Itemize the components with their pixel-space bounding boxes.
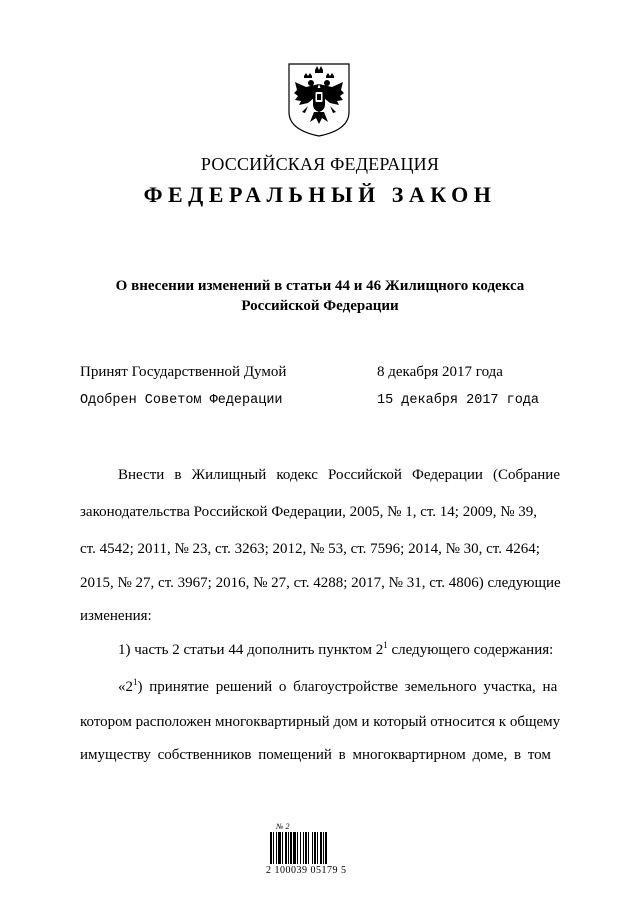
law-subject [0,276,640,316]
text-segment: следующего содержания: [387,642,554,658]
text-segment: ) принятие решений о благоустройстве земельного участка, на [137,679,558,695]
body-line [118,467,560,484]
body-line: ст. 4542; 2011, № 23, ст. 3263; 2012, № 53, ст. 7596; 2014, № 30, ст. 4264; [80,541,540,557]
text-segment: 1) часть 2 статьи 44 дополнить пунктом 2 [118,642,384,658]
body-line [118,679,557,696]
superscript: 1 [383,640,388,650]
council-label: Одобрен Советом Федерации [80,393,283,408]
word: в [174,467,182,483]
text-segment: «2 [118,679,133,695]
coat-of-arms-icon [286,60,352,138]
word: Жилищный [191,467,267,483]
body-line: 2015, № 27, ст. 3967; 2016, № 27, ст. 4288; 2017, № 31, ст. 4806) следующие [80,575,561,591]
subject-line: Российской Федерации [241,298,399,314]
barcode-bar [327,832,328,864]
body-line: законодательства Российской Федерации, 2005, № 1, ст. 14; 2009, № 39, [80,504,538,520]
word: (Собрание [492,467,560,483]
word: кодекс [276,467,318,483]
word: Федерации [412,467,483,483]
body-line: изменения: [80,608,152,624]
duma-date: 8 декабря 2017 года [377,364,503,380]
body-line: котором расположен многоквартирный дом и который относится к общему [80,714,561,730]
barcode-stamp: № 2 [276,822,290,831]
barcode [266,822,370,882]
superscript: 1 [133,677,138,687]
council-date: 15 декабря 2017 года [377,393,540,408]
law-title: ФЕДЕРАЛЬНЫЙ ЗАКОН [143,182,497,207]
barcode-bars [270,832,354,864]
word: Российской [327,467,402,483]
duma-label: Принят Государственной Думой [80,364,287,380]
body-line: имуществу собственников помещений в многоквартирном доме, в том [80,747,551,763]
barcode-number: 2 100039 05179 5 [266,865,347,876]
body-line [118,642,553,659]
country-name: РОССИЙСКАЯ ФЕДЕРАЦИЯ [200,154,440,174]
subject-line: О внесении изменений в статьи 44 и 46 Жилищного кодекса [115,278,525,294]
word: Внести [118,467,165,483]
